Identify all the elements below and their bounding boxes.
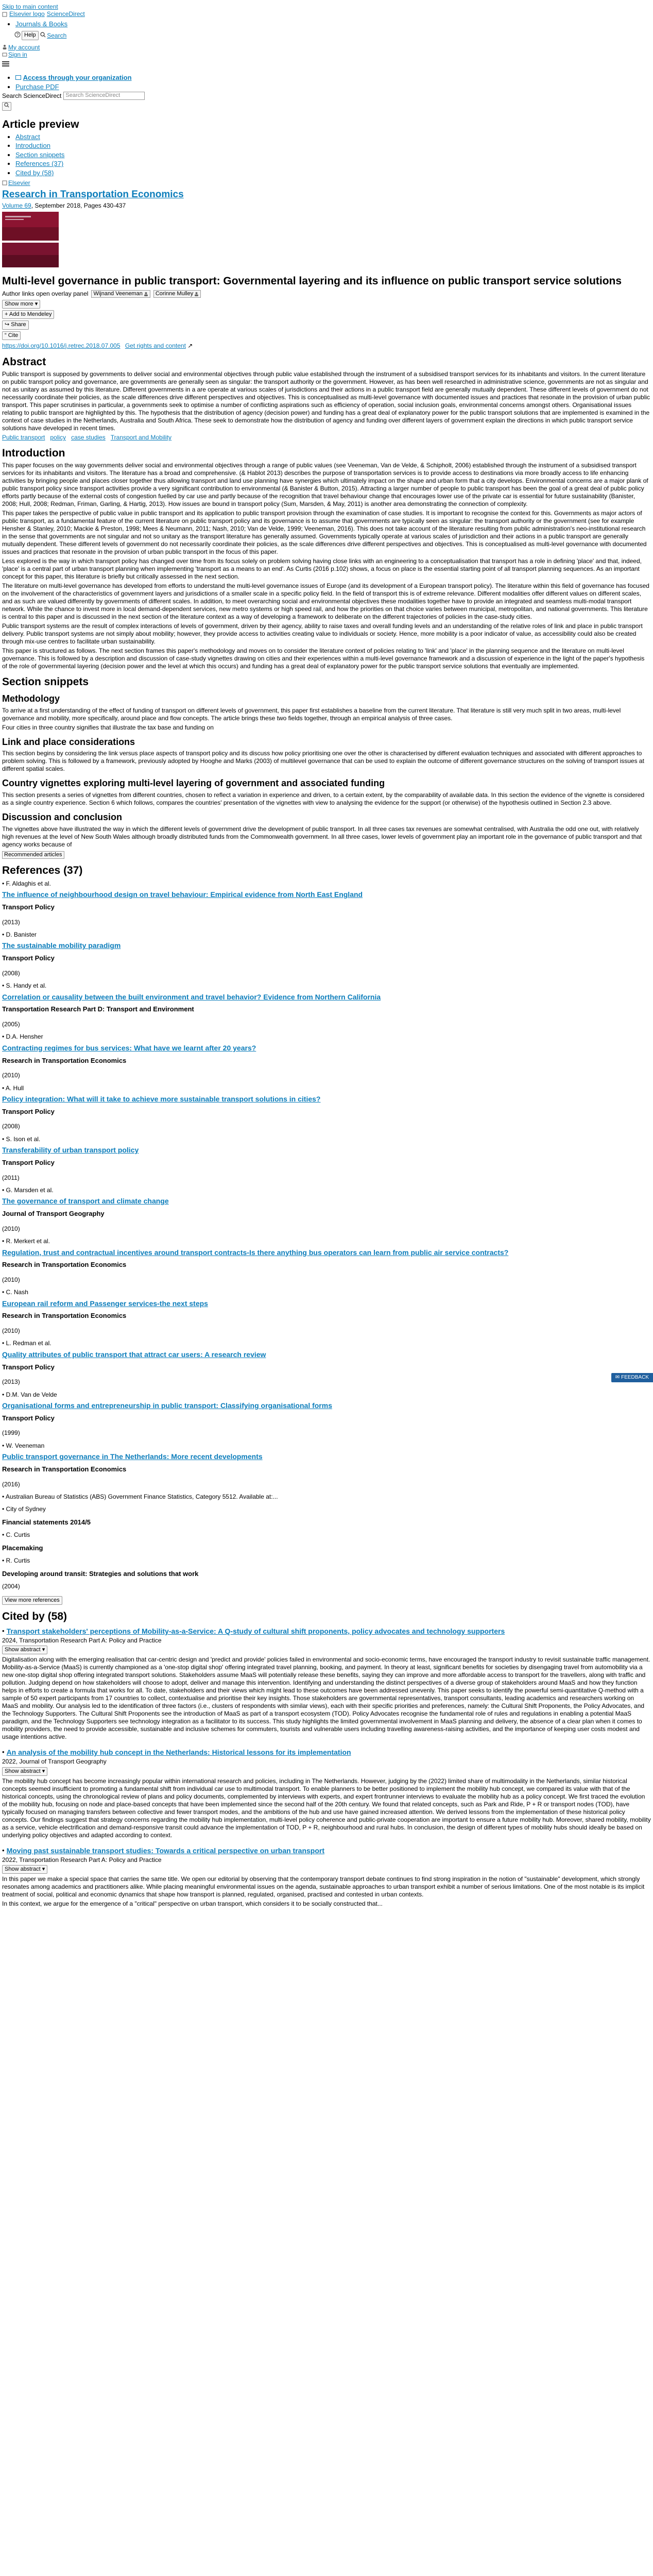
svg-text:?: ? — [16, 32, 19, 38]
search-box-label: Search ScienceDirect — [2, 92, 62, 100]
author-name-mulley: Corinne Mulley — [155, 290, 194, 297]
link-place-text: This section begins by considering the link versus place aspects of transport policy and its discuss how policy prioritising one over the other is characterised by different evaluation techniques and associated with different approaches to problem solving. This is followed by a framework, previously adopted by Hooghe and Marks (2003) of multilevel governance that can be used to explain the outcome of different governance structures on the solving of transport issues at different spatial scales. — [2, 750, 644, 773]
cited-by-title-row — [2, 1846, 651, 1855]
my-account-link[interactable] — [2, 44, 40, 51]
help-button[interactable] — [14, 31, 39, 40]
search-submit-icon — [4, 103, 9, 108]
author-button-mulley[interactable] — [153, 290, 201, 298]
elsevier-journal-icon — [2, 180, 7, 185]
reference-journal: Transport Policy — [2, 1158, 55, 1166]
reference-title-link[interactable]: Quality attributes of public transport that attract car users: A research review — [2, 1350, 266, 1359]
brand-row — [2, 10, 651, 18]
reference-year: (2008) — [2, 969, 20, 977]
author-person-icon — [194, 292, 199, 296]
reference-extra-1 — [2, 1493, 651, 1500]
external-link-icon: ↗ — [187, 342, 193, 349]
reference-item — [2, 1289, 651, 1334]
journal-banner-image — [2, 243, 59, 267]
intro-para-6: This paper is structured as follows. The next section frames this paper's methodology and moves on to consider the literature context of policies relating to 'link' and 'place' in the planning sequence and the literature on multi-level governance. This is followed by a description and discussion of case-study vignettes drawing on cities and their experiences within a multi-level governance framework and a discussion of experience in the light of the paper's hypothesis of the role of governmental layering (decision power and the level at which this occurs) and funding has a great deal of explanatory power for the public transport service solutions that eventually are implemented. — [2, 647, 645, 670]
intro-para-2: This paper takes the perspective of public value in public transport and its application to public transport provision through the examination of case studies. It is important to recognise the context for this. Governments as major actors of public transport, as a fundamental feature of the current literature on public transport policy and its governance is to assume that governments are typically seen as singular: the transport authority or the government (see for example Hensher & Stanley, 2010; Mackie & Preston, 1998; Mees & Neumann, 2011; Nash, 2010; Van de Velde, 1999; Veeneman, 2016). This does not take account of the literature resulting from public administration's neo-institutional research in the sense that governments are not singular and not so unitary as the transport literature has generally assumed. Governments typically operate at various scales of jurisdiction and their actions in a public transport are generally mutually dependent. These different levels of government do not necessarily coordinate their policies, as the scale differences drive different perspectives and objectives. This is conceptualised as multi-level governance with documented issues and practices that resonate in the provision of urban public transport in the focus of this paper. — [2, 509, 647, 555]
reference-journal: Journal of Transport Geography — [2, 1210, 105, 1218]
reference-extra-2-author: • City of Sydney — [2, 1505, 46, 1513]
journal-title[interactable]: Research in Transportation Economics — [2, 189, 184, 200]
reference-author-text: R. Merkert et al. — [6, 1238, 50, 1245]
methodology-text-2: Four cities in three country signifies that illustrate the tax base and funding on — [2, 723, 214, 731]
reference-extra-3-author-text: C. Curtis — [6, 1531, 30, 1539]
skip-links — [2, 3, 651, 10]
cited-by-item — [2, 1748, 651, 1839]
reference-journal: Transport Policy — [2, 903, 55, 911]
article-preview-heading: Article preview — [2, 118, 79, 130]
reference-journal: Transport Policy — [2, 1107, 55, 1115]
my-account-label[interactable]: My account — [8, 43, 40, 51]
intro-para-1: This paper focuses on the way governments deliver social and environmental objectives through a range of public values (see Veeneman, Van de Velde, & Schipholt, 2006) established through the instrument of a subsidised transport services for its inhabitants and visitors. The literature has a broad and comprehensive. (& Hablot 2013) describes the purpose of transportation services is to provide access to destinations via more broadly access to life enhancing activities by bringing people and places closer together thus allowing transport and land use planning have synergies which ultimately impact on the shape and urban form that a city develops. Environmental concerns are a major plank of public transport policy since transport activities provide a very significant contribution to environmental (& Banister & Button, 2015). Attracting a larger number of people to public transport has been the goal of a great deal of public policy efforts partly because of the external costs of congestion fuelled by car use and partly because of the recognition that travel behaviour change that encourages lower use of the private car is essential for future sustainability (Banister, 2008; Hull, 2008; Redman, Friman, Garling, & Hartig, 2013). How issues are bound in transport policy (Sum, Marsden, & May, 2011) is another area demonstrating the connection of complexity. — [2, 461, 648, 507]
reference-title-link[interactable]: Transferability of urban transport policy — [2, 1146, 139, 1155]
cited-by-meta: 2022, Transportation Research Part A: Policy and Practice — [2, 1856, 162, 1863]
reference-extra-3-author: • C. Curtis — [2, 1531, 30, 1539]
abstract-link-policy[interactable]: policy — [50, 434, 66, 442]
add-to-mendeley-button[interactable] — [2, 310, 54, 319]
reference-title-link[interactable]: The governance of transport and climate change — [2, 1197, 169, 1206]
link-place-heading: Link and place considerations — [2, 736, 135, 747]
reference-year: (2008) — [2, 1123, 20, 1130]
abstract-link-transport-mobility[interactable]: Transport and Mobility — [110, 434, 172, 442]
show-abstract-label: Show abstract — [5, 1866, 41, 1873]
top-nav — [2, 20, 651, 28]
utility-nav — [2, 29, 651, 40]
reference-author: • A. Hull — [2, 1084, 24, 1092]
preview-link-references[interactable] — [15, 160, 651, 168]
author-person-icon — [144, 292, 148, 296]
journal-volume — [2, 202, 651, 209]
feedback-icon: ✉ — [615, 1375, 620, 1380]
author-name-veeneman: Wijnand Veeneman — [93, 290, 143, 297]
reference-extra-2-author-text: City of Sydney — [6, 1505, 46, 1513]
reference-journal: Transport Policy — [2, 1414, 55, 1422]
preview-link-cited-by-label[interactable]: Cited by (58) — [15, 169, 54, 177]
cited-by-title-link[interactable]: Moving past sustainable transport studies: Towards a critical perspective on urban transport — [6, 1846, 324, 1855]
reference-title-link[interactable]: Contracting regimes for bus services: What have we learnt after 20 years? — [2, 1043, 256, 1052]
elsevier-journal-logo[interactable] — [2, 179, 30, 187]
preview-link-abstract-label[interactable]: Abstract — [15, 132, 40, 141]
show-abstract-button[interactable] — [2, 1767, 47, 1776]
reference-journal: Research in Transportation Economics — [2, 1465, 127, 1473]
reference-journal: Research in Transportation Economics — [2, 1056, 127, 1064]
abstract-link-public-transport[interactable]: Public transport — [2, 434, 45, 442]
cited-by-item — [2, 1846, 651, 1908]
reference-year: (2010) — [2, 1276, 20, 1283]
reference-year: (1999) — [2, 1429, 20, 1437]
show-more-label: Show more — [5, 301, 33, 308]
preview-link-introduction-label[interactable]: Introduction — [15, 142, 50, 150]
reference-title-link[interactable]: The influence of neighbourhood design on travel behaviour: Empirical evidence from North East England — [2, 890, 363, 899]
journal-volume-link[interactable]: Volume 69 — [2, 202, 31, 210]
reference-year: (2011) — [2, 1174, 20, 1181]
reference-extra-4-year: (2004) — [2, 1583, 20, 1590]
menu-icon[interactable] — [2, 61, 651, 69]
bullet: • — [2, 1846, 5, 1854]
mendeley-icon: + — [5, 311, 8, 318]
elsevier-logo-icon[interactable] — [2, 10, 7, 18]
show-abstract-button[interactable] — [2, 1646, 47, 1654]
reference-author: • D. Banister — [2, 931, 37, 939]
cited-by-title-row — [2, 1748, 651, 1757]
nav-journals-books-link[interactable]: Journals & Books — [15, 20, 68, 28]
search-icon — [40, 32, 46, 39]
reference-journal: Research in Transportation Economics — [2, 1261, 127, 1269]
abstract-inline-links — [2, 434, 651, 441]
reference-year: (2010) — [2, 1225, 20, 1232]
journal-banner-art — [2, 243, 59, 267]
reference-item — [2, 1084, 651, 1130]
reference-author-text: A. Hull — [5, 1084, 24, 1092]
country-vignettes-heading: Country vignettes exploring multi-level layering of government and associated funding — [2, 778, 385, 789]
reference-author: • D.M. Van de Velde — [2, 1391, 57, 1398]
reference-author: • G. Marsden et al. — [2, 1186, 54, 1194]
reference-extra-1-text: Australian Bureau of Statistics (ABS) Government Finance Statistics, Category 5512. Available at:... — [5, 1493, 278, 1500]
reference-extra-4-title: Developing around transit: Strategies and solutions that work — [2, 1569, 199, 1578]
share-icon: ↪ — [5, 321, 10, 328]
feedback-label: FEEDBACK — [621, 1375, 649, 1380]
reference-title-link[interactable]: The sustainable mobility paradigm — [2, 941, 121, 950]
reference-item — [2, 1033, 651, 1079]
access-through-org[interactable] — [15, 74, 651, 82]
reference-year: (2005) — [2, 1021, 20, 1028]
reference-extra-2 — [2, 1505, 651, 1526]
elsevier-journal-label[interactable]: Elsevier — [8, 179, 30, 187]
intro-para-4: The literature on multi-level governance has developed from efforts to understand the multi-level governance issues of Europe (and its development of a European transport policy). The literature within this field of governance has focused on the involvement of the characteristics of government layers and jurisdictions of a smaller scale in a specific policy field. In the field of transport this is of extreme relevance. Different modalities offer different values on different scales, and as such are valued differently by governments of different scales. In addition, to meet overarching social and environmental objectives these modalities together have to provide an integrated and seamless multi-modal transport network. While the chance to invest more in local demand-dependent services, new metro systems or high speed rail, and how the priorities on that choice varies between municipal, metropolitan, and national governments. This literature is central to this paper and is discussed in the next section of the literature context as a way of developing a framework to deliberate on the different trajectories of policies in the case-study cities. — [2, 582, 649, 620]
author-button-veeneman[interactable] — [91, 290, 150, 298]
show-more-button[interactable] — [2, 300, 40, 309]
abstract-link-case-studies[interactable]: case studies — [71, 434, 106, 442]
reference-author: • S. Ison et al. — [2, 1135, 41, 1143]
reference-author: • L. Redman et al. — [2, 1340, 51, 1347]
reference-journal: Transportation Research Part D: Transport and Environment — [2, 1005, 194, 1013]
reference-journal: Research in Transportation Economics — [2, 1312, 127, 1320]
reference-extra-2-title: Financial statements 2014/5 — [2, 1518, 91, 1526]
cite-label: Cite — [8, 332, 19, 338]
search-box — [2, 92, 651, 100]
article-actions — [2, 300, 651, 340]
rights-link[interactable]: Get rights and content — [125, 342, 186, 349]
cited-by-abstract-2: In this context, we argue for the emergence of a "critical" perspective on urban transport, which considers it to be socially constructed that... — [2, 1900, 383, 1908]
reference-extra-4-author-text: R. Curtis — [6, 1557, 30, 1565]
doi-link[interactable]: https://doi.org/10.1016/j.retrec.2018.07.005 — [2, 342, 121, 349]
access-options — [2, 74, 651, 91]
sciencedirect-logo-link[interactable]: ScienceDirect — [46, 10, 85, 18]
doi-row — [2, 342, 651, 349]
search-nav-button[interactable] — [40, 32, 66, 39]
reference-author: • C. Nash — [2, 1289, 28, 1296]
cited-by-title-row — [2, 1627, 651, 1636]
reference-author: • R. Merkert et al. — [2, 1238, 50, 1245]
reference-author-text: W. Veeneman — [6, 1442, 45, 1449]
chevron-down-icon: ▾ — [42, 1866, 45, 1873]
reference-item — [2, 1187, 651, 1232]
reference-author: • S. Handy et al. — [2, 982, 47, 990]
reference-author: • F. Aldaghis et al. — [2, 879, 51, 887]
reference-journal: Transport Policy — [2, 954, 55, 962]
preview-link-introduction[interactable] — [15, 142, 651, 150]
discussion-text: The vignettes above have illustrated the way in which the different levels of government drive the development of public transport. In all three cases tax revenues are somewhat centralised, with Australia the odd one out, with relatively high revenues at the level of New South Wales although broadly distributed funds from the Commonwealth government. In all three cases, lower levels of government play an important role in the governance of public transport and that agency works because of — [2, 825, 642, 848]
reference-year: (2010) — [2, 1327, 20, 1335]
reference-author-text: G. Marsden et al. — [6, 1186, 54, 1194]
country-vignettes-text: This section presents a series of vignettes from different countries, chosen to reflect a variation in experience and driven, to a certain extent, by the comparability of available data. In this section the evidence of the vignette is considered as a single country experience. Section 6 which follows, compares the countries' presentation of the vignettes with view to analysing the evidence for the support (or otherwise) of the hypothesis outlined in Section 2.3 above. — [2, 791, 645, 806]
cited-by-title-link[interactable]: Transport stakeholders' perceptions of Mobility-as-a-Service: A Q-study of cultural shift proponents, policy advocates and technology supporters — [6, 1627, 505, 1636]
bullet: • — [2, 1748, 5, 1756]
reference-item — [2, 931, 651, 977]
reference-author-text: D.A. Hensher — [6, 1033, 43, 1041]
help-icon — [14, 31, 21, 39]
reference-journal: Transport Policy — [2, 1363, 55, 1371]
reference-item — [2, 982, 651, 1028]
access-through-org-link[interactable]: Access through your organization — [23, 74, 132, 82]
reference-item — [2, 880, 651, 926]
reference-title-link[interactable]: Policy integration: What will it take to achieve more sustainable transport solutions in cities? — [2, 1095, 321, 1103]
search-input[interactable]: Search ScienceDirect — [63, 92, 145, 100]
reference-year: (2013) — [2, 1378, 20, 1386]
nav-journals-books[interactable] — [15, 20, 651, 28]
reference-author-text: D.M. Van de Velde — [6, 1391, 57, 1398]
preview-link-references-label[interactable]: References (37) — [15, 160, 64, 168]
sign-in-label[interactable]: Sign in — [8, 51, 27, 59]
feedback-button[interactable] — [611, 1373, 653, 1382]
cited-by-heading: Cited by (58) — [2, 1610, 67, 1622]
cited-by-meta: 2024, Transportation Research Part A: Policy and Practice — [2, 1636, 162, 1644]
elsevier-logo-link[interactable]: Elsevier logo — [9, 10, 45, 18]
sign-in-link[interactable] — [2, 51, 651, 58]
abstract-text: Public transport is supposed by governments to deliver social and environmental objectives through public value established through the instrument of a subsidised transport services for its inhabitants and visitors. In the current literature on public transport policy and governance, are governments are generally seen as singular: the transport authority or the government. However, as has been well researched in administrative science, governments are not as singular and not as unitary as assumed by this literature. Different governments in a are operate at various scales of jurisdictions and their actions in a public transport field are generally mutually dependent. These different levels of government do not necessarily coordinate their policies, as the scale differences drive different perspectives and objectives. This is conceptualised as multi-level governance with documented issues and practices that resonate in the provision of urban public transport. This paper scrutinises in particular, a governments seek to optimise a number of conflicting aspirations such as efficiency of operation, social inclusion goals, environmental concerns amongst others. Organisational issues relating to public transport are highlighted by this. The hypothesis that the distribution of agency (decision power) and funding has a great deal of explanatory power for the public transport solutions that are implemented is examined in the context of case studies in the Netherlands, Australia and South Africa. These seek to demonstrate how the distribution of agency and funding over different layers of government explain the directions in which public transport service solutions have developed in recent times. — [2, 370, 650, 432]
reference-author-text: S. Handy et al. — [6, 982, 47, 990]
reference-author-text: S. Ison et al. — [6, 1135, 41, 1143]
reference-author: • W. Veeneman — [2, 1442, 45, 1449]
purchase-pdf-link[interactable]: Purchase PDF — [15, 82, 59, 91]
cited-by-abstract: Digitalisation along with the emerging realisation that car-centric design and 'predict and provide' policies failed in environmental and socio-economic terms, have encouraged the transport industry to revisit sustainable traffic management. Mobility-as-a-Service (MaaS) is currently championed as a 'one-stop digital shop' offering integrated travel planning, booking, and payment. In theory at least, significant benefits for societies by disengaging travel from automobility via a new one-stop digital shop offering integrated transport solutions. Stakeholders assume MaaS will potentially release these benefits, saying they can improve and more affordable access to transport for the travellers, along with traffic and pollution. Judging depend on how stakeholders will choose to adopt, deliver and manage this intervention. Identifying and understanding the distinct perspectives of a diverse group of stakeholders around MaaS and how they function helps in efforts to create a formula that works for all. To date, stakeholders and their views which might lead to these outcomes have been addressed unevenly. This paper seeks to identify the powerful semi-quantitative Q-method with a sample of 50 expert participants from 17 countries to collect, contextualise and prioritise their key insights. Those stakeholders are governmental representatives, transport consultants, leading academics and researchers working on MaaS and mobility. Our analysis led to the identification of three factors (i.e., clusters of respondents with similar views), each with their specific priorities and preferences, namely: the Cultural Shift Proponents, the Policy Advocates, and the Technology Supporters. The Cultural Shift Proponents see the introduction of MaaS as part of a transport ecosystem (TOD). Policy Advocates recognise the fundamental role of rules and regulations in enabling a potential MaaS paradigm, and the Technology Supporters see technology integration as a facilitator to its success. This study highlights the limited governmental involvement in MaaS planning and delivery, the absence of a clear plan when it comes to mobility providers, the need to provide accessible, sustainable and inclusive schemes for commuters, tourists and vulnerable users including travelling awareness-raising activities, and the importance of keeping user costs modest and usage intentions active. — [2, 1656, 650, 1741]
purchase-pdf[interactable] — [15, 83, 651, 91]
journal-cover-art — [2, 212, 59, 241]
institution-icon — [2, 51, 7, 58]
share-button[interactable] — [2, 320, 29, 329]
reference-author-text: F. Aldaghis et al. — [6, 879, 51, 887]
show-abstract-label: Show abstract — [5, 1768, 41, 1774]
preview-link-abstract[interactable] — [15, 133, 651, 141]
search-nav-link[interactable]: Search — [47, 32, 67, 40]
introduction-heading: Introduction — [2, 447, 65, 459]
chevron-down-icon: ▾ — [35, 301, 38, 308]
chevron-down-icon: ▾ — [42, 1768, 45, 1774]
reference-year: (2013) — [2, 918, 20, 926]
journal-header — [2, 179, 651, 267]
share-label: Share — [11, 321, 26, 328]
intro-para-5: Public transport systems are the result of complex interactions of levels of government, driven by their agency, ability to raise taxes and overall funding levels and an understanding of the relative roles of link and place in public transport delivery. Public transport systems are not simply about mobility; however, they provide access to activities creating value to individuals or society. Hence, more mobility is a poor indicator of value, as accessibility could also be created through mix-use centres to facilitate urban sustainability. — [2, 622, 643, 645]
reference-item — [2, 1136, 651, 1181]
reference-year: (2010) — [2, 1072, 20, 1079]
add-to-mendeley-label: Add to Mendeley — [9, 311, 52, 318]
references-list — [2, 880, 651, 1488]
reference-extra-4 — [2, 1557, 651, 1590]
methodology-text: To arrive at a first understanding of the effect of funding of transport on different levels of government, this paper first establishes a baseline from the current literature. That literature is still very much split in two areas, multi-level governance and mobility, more specifically, around place and flow concepts. The article brings these two fields together, through an empirical analysis of three cases. — [2, 706, 621, 722]
discussion-heading: Discussion and conclusion — [2, 811, 123, 822]
reference-title-link[interactable]: Organisational forms and entrepreneurship in public transport: Classifying organisational forms — [2, 1401, 332, 1410]
reference-title-link[interactable]: Regulation, trust and contractual incentives around transport contracts-Is there anything bus operators can learn from public air service contracts? — [2, 1248, 509, 1257]
article-preview-links — [2, 133, 651, 177]
methodology-heading: Methodology — [2, 693, 60, 704]
preview-link-cited-by[interactable] — [15, 169, 651, 177]
intro-para-3: Less explored is the way in which transport policy has changed over time from its focus solely on problem solving having close links with an engineering to a conceptualisation that transport has a role in defining 'place' and that, indeed, 'place' is a central part of urban transport planning when implementing 'transport as a means to an end'. As Curtis (2016 p.102) shows, a focus on place is the essential starting point of all transport planning sequences. As an important concept for this paper, this literature is briefly but critically assessed in the next section. — [2, 557, 642, 580]
reference-author-text: L. Redman et al. — [6, 1340, 51, 1347]
show-abstract-button[interactable] — [2, 1865, 47, 1874]
author-links-label: Author links open overlay panel — [2, 290, 89, 298]
reference-title-link[interactable]: European rail reform and Passenger services-the next steps — [2, 1299, 208, 1308]
abstract-heading: Abstract — [2, 356, 46, 368]
institution-access-icon — [15, 74, 23, 81]
reference-extra-3 — [2, 1531, 651, 1552]
author-list — [2, 290, 651, 298]
preview-link-snippets[interactable] — [15, 151, 651, 159]
search-submit-button[interactable] — [2, 101, 651, 110]
bullet: • — [2, 1627, 5, 1635]
skip-to-main-link[interactable]: Skip to main content — [2, 3, 58, 10]
references-heading: References (37) — [2, 864, 83, 876]
reference-item — [2, 1340, 651, 1385]
preview-link-snippets-label[interactable]: Section snippets — [15, 150, 65, 159]
bullet: • — [2, 1493, 6, 1500]
recommended-articles-button[interactable]: Recommended articles — [2, 851, 64, 859]
help-button-label[interactable]: Help — [22, 31, 39, 40]
reference-author-text: D. Banister — [6, 931, 37, 939]
reference-item — [2, 1238, 651, 1283]
user-icon — [2, 44, 7, 51]
reference-extra-4-author: • R. Curtis — [2, 1557, 30, 1565]
cite-button[interactable] — [2, 331, 21, 340]
journal-cover-image[interactable] — [2, 212, 59, 241]
account-area — [2, 43, 651, 69]
reference-item — [2, 1442, 651, 1488]
reference-author-text: C. Nash — [6, 1289, 28, 1296]
article-title: Multi-level governance in public transport: Governmental layering and its influence on public transport service solutions — [2, 275, 622, 287]
reference-title-link[interactable]: Correlation or causality between the built environment and travel behavior? Evidence from Northern California — [2, 992, 381, 1001]
cited-by-item — [2, 1627, 651, 1741]
cited-by-abstract: The mobility hub concept has become increasingly popular within international research and policies, including in The Netherlands. However, judging by the (2022) limited share of multimodality in the Netherlands, similar historical concepts seemed insufficient to promoting a fundamental shift from individual car use to multimodal transport. To enable planners to be better positioned to implement the mobility hub concept, we compared its value with that of the historical concepts, using the chronological review of plans and policy documents, complemented by interviews with experts, and expert frontrunner interviews to evaluate the mobility hub as a policy concept. We first traced the evolution of the mobility hub, focusing on node and place-based concepts that have been implemented since the second half of the 20th century. We found that related concepts, such as Park and Ride, P + R or transport nodes (TOD), have typically focused on managing transfers between collective and fewer transport modes, and the ambitions of the hub and use have gained increased attention. We derived lessons from the implementation of these historical policy concepts. Our findings suggest that strategy concerns regarding the mobility hub implementation, multi-level policy coherence and public-private cooperation are important to ensure a future mobility hub. Moreover, shared mobility, mobility as a service, vehicle electrification and demand-responsive transit could advance the implementation of TOD, P + R, neighbourhood and rural hubs. In conclusion, the design of different types of mobility hubs should ideally be based on underlying policy objectives and adapted according to context. — [2, 1777, 651, 1839]
cited-by-abstract: In this paper we make a special space that carries the same title. We open our editorial by observing that the contemporary transport debate continues to find strong inspiration in the notion of "sustainable" development, which strongly resonates among academics and practitioners alike. While placing meaningful environmental issues on the agenda, sustainable approaches to urban transport exhibit a number of serious limitations. One of the most notable is its implicit treatment of social, political and economic dynamics that shape how transport is planned, regulated, organised, practised and contested in urban contexts. — [2, 1875, 645, 1899]
cited-by-title-link[interactable]: An analysis of the mobility hub concept in the Netherlands: Historical lessons for its implementation — [6, 1748, 351, 1757]
reference-author: • D.A. Hensher — [2, 1033, 43, 1041]
chevron-down-icon: ▾ — [42, 1647, 45, 1653]
journal-volume-rest: , September 2018, Pages 430-437 — [31, 202, 126, 210]
cite-icon: “ — [5, 332, 7, 338]
reference-year: (2016) — [2, 1480, 20, 1488]
reference-item — [2, 1391, 651, 1437]
view-more-references-button[interactable]: View more references — [2, 1596, 62, 1605]
cited-by-meta: 2022, Journal of Transport Geography — [2, 1758, 107, 1766]
snippets-heading: Section snippets — [2, 675, 89, 688]
show-abstract-label: Show abstract — [5, 1647, 41, 1653]
reference-title-link[interactable]: Public transport governance in The Netherlands: More recent developments — [2, 1452, 263, 1461]
reference-extra-3-title: Placemaking — [2, 1544, 43, 1552]
cited-by-list — [2, 1627, 651, 1908]
